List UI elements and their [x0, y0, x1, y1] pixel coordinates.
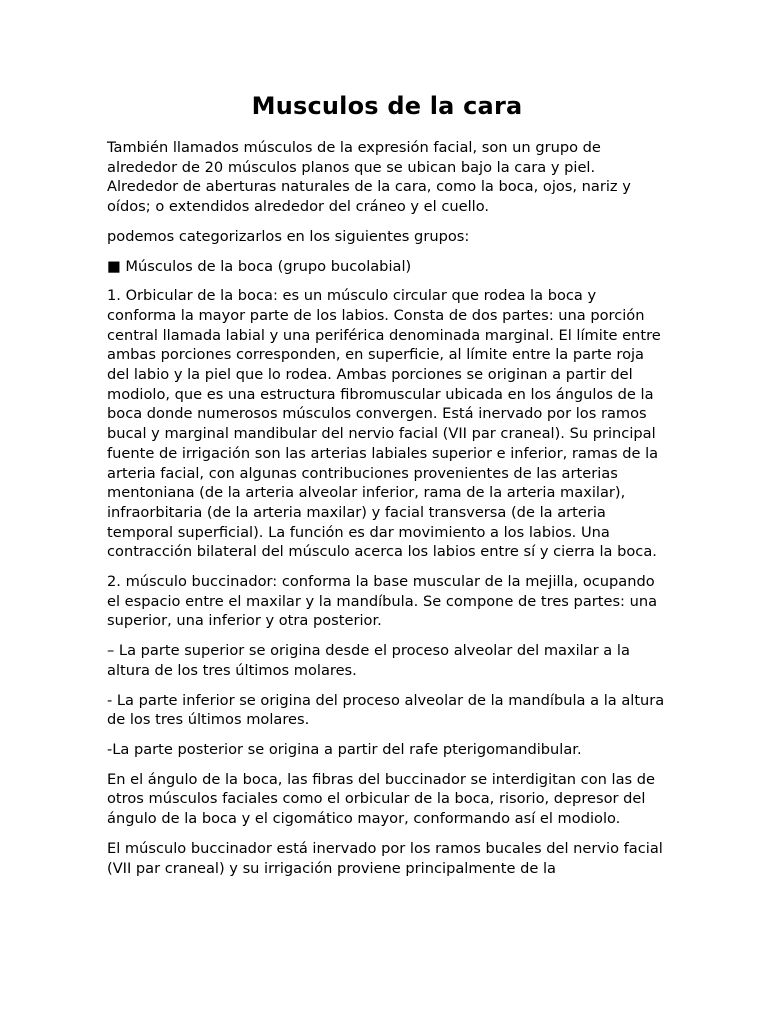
document-title: Musculos de la cara: [251, 92, 523, 120]
paragraph-superior-part: – La parte superior se origina desde el proceso alveolar del maxilar a la altura de los tres últimos molares.: [107, 642, 630, 679]
paragraph-buccinador: 2. músculo buccinador: conforma la base muscular de la mejilla, ocupando el espacio entre el maxilar y la mandíbula. Se compone de tres partes: una superior, una inferior y otra posterior.: [107, 573, 658, 630]
paragraph-categories: podemos categorizarlos en los siguientes grupos:: [107, 227, 470, 245]
paragraph-intro: También llamados músculos de la expresión facial, son un grupo de alrededor de 20 músculos planos que se ubican bajo la cara y piel. Alrededor de aberturas naturales de la cara, como la boca, ojos, nariz y oídos; o extendidos alrededor del cráneo y el cuello.: [107, 139, 631, 216]
paragraph-orbicular: 1. Orbicular de la boca: es un músculo circular que rodea la boca y conforma la mayor parte de los labios. Consta de dos partes: una porción central llamada labial y una periférica denominada marginal. El límite entre ambas porciones corresponden, en superficie, al límite entre la parte roja del labio y la piel que lo rodea. Ambas porciones se originan a partir del modiolo, que es una estructura fibromuscular ubicada en los ángulos de la boca donde numerosos músculos convergen. Está inervado por los ramos bucal y marginal mandibular del nervio facial (VII par craneal). Su principal fuente de irrigación son las arterias labiales superior e inferior, ramas de la arteria facial, con algunas contribuciones provenientes de las arterias mentoniana (de la arteria alveolar inferior, rama de la arteria maxilar), infraorbitaria (de la arteria maxilar) y facial transversa (de la arteria temporal superficial). La función es dar movimiento a los labios. Una contracción bilateral del músculo acerca los labios entre sí y cierra la boca.: [107, 287, 661, 561]
document-page: [107, 90, 667, 888]
paragraph-innervation: El músculo buccinador está inervado por los ramos bucales del nervio facial (VII par craneal) y su irrigación proviene principalmente de la: [107, 839, 663, 877]
paragraph-inferior-part: - La parte inferior se origina del proceso alveolar de la mandíbula a la altura de los tres últimos molares.: [107, 691, 665, 729]
paragraph-group-heading: ■ Músculos de la boca (grupo bucolabial): [107, 257, 412, 275]
paragraph-posterior-part: -La parte posterior se origina a partir del rafe pterigomandibular.: [107, 740, 582, 758]
paragraph-modiolo: En el ángulo de la boca, las fibras del buccinador se interdigitan con las de otros músculos faciales como el orbicular de la boca, risorio, depresor del ángulo de la boca y el cigomático mayor, conformando así el modiolo.: [107, 770, 655, 828]
